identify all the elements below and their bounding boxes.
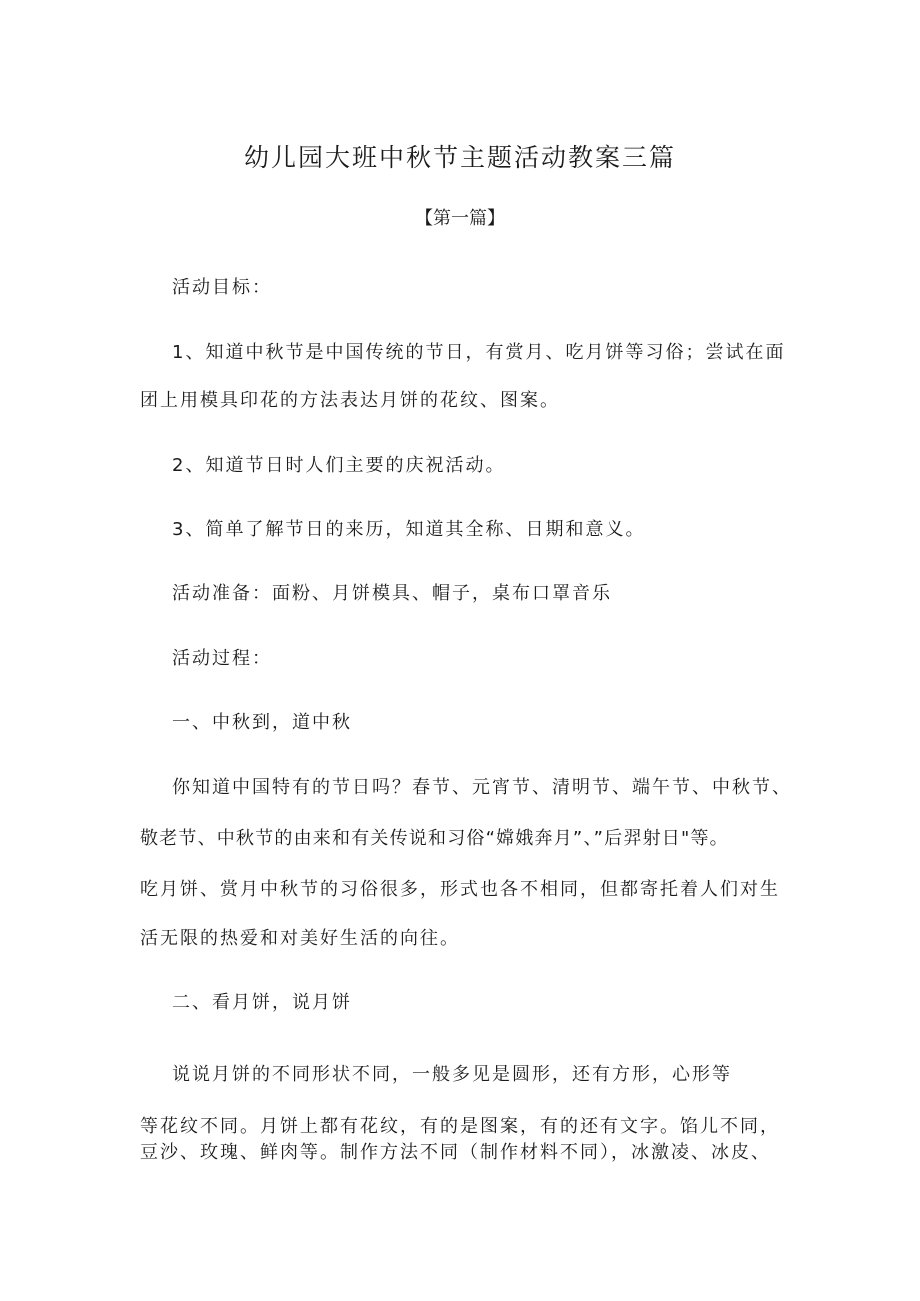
paragraph-line: 活无限的热爱和对美好生活的向往。 [140, 928, 460, 949]
paragraph-line: 活动过程： [172, 648, 272, 669]
paragraph-line: 3、简单了解节日的来历，知道其全称、日期和意义。 [172, 519, 646, 540]
document-title: 幼儿园大班中秋节主题活动教案三篇 [243, 143, 676, 172]
section-heading: 【第一篇】 [415, 208, 505, 229]
paragraph-line: 1、知道中秋节是中国传统的节日，有赏月、吃月饼等习俗；尝试在面 [172, 342, 786, 363]
paragraph-line: 一、中秋到，道中秋 [172, 712, 352, 733]
paragraph-line: 豆沙、玫瑰、鲜肉等。制作方法不同（制作材料不同），冰激凌、冰皮、 [140, 1142, 771, 1163]
paragraph-line: 团上用模具印花的方法表达月饼的花纹、图案。 [140, 390, 560, 411]
paragraph-line: 吃月饼、赏月中秋节的习俗很多，形式也各不相同，但都寄托着人们对生 [140, 879, 780, 900]
paragraph-line: 活动目标： [172, 277, 272, 298]
paragraph-line: 等花纹不同。月饼上都有花纹，有的是图案，有的还有文字。馅儿不同， [140, 1116, 780, 1137]
paragraph-line: 活动准备：面粉、月饼模具、帽子，桌布口罩音乐 [172, 583, 612, 604]
paragraph-line: 说说月饼的不同形状不同，一般多见是圆形，还有方形，心形等 [172, 1064, 732, 1085]
paragraph-line: 二、看月饼，说月饼 [172, 992, 352, 1013]
paragraph-line: 你知道中国特有的节日吗？春节、元宵节、清明节、端午节、中秋节、 [172, 777, 792, 798]
paragraph-line: 2、知道节日时人们主要的庆祝活动。 [172, 455, 506, 476]
paragraph-line: 敬老节、中秋节的由来和有关传说和习俗“嫦娥奔月”、”后羿射日"等。 [140, 828, 729, 849]
